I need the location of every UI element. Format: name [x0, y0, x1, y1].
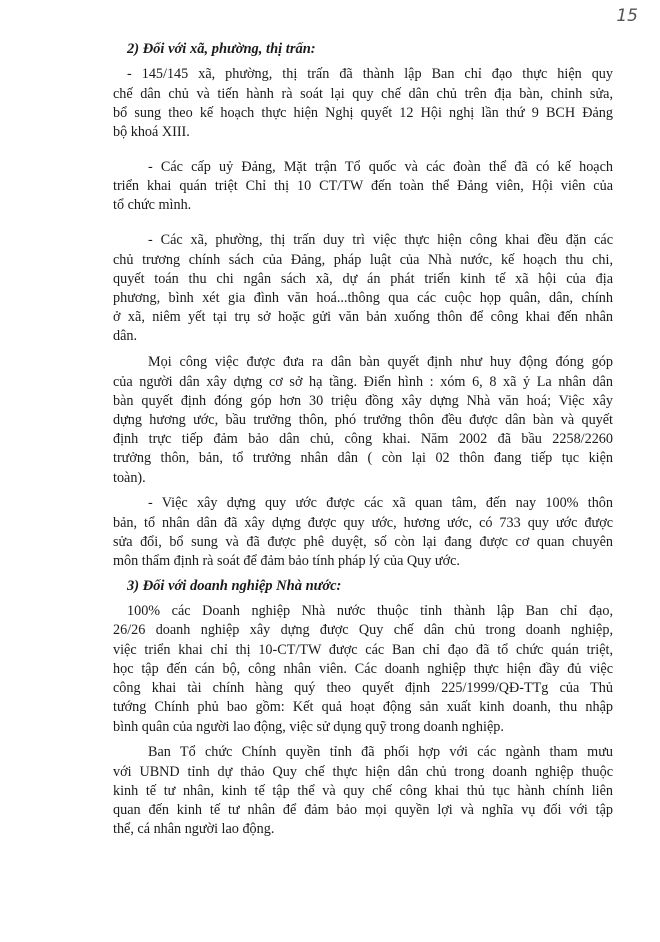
paragraph-line: bản, tổ nhân dân đã xây dựng được quy ước, hương ước, có 733 quy ước được: [113, 515, 613, 531]
paragraph-line: công khai tài chính hàng quý theo quyết định 225/1999/QĐ-TTg của Thủ: [113, 680, 613, 696]
paragraph-line: bổ sung theo kế hoạch thực hiện Nghị quyết 12 Hội nghị lần thứ 9 BCH Đảng: [113, 105, 613, 121]
paragraph-line: triển khai quán triệt Chỉ thị 10 CT/TW đến toàn thể Đảng viên, Hội viên của: [113, 178, 613, 194]
paragraph-line: Mọi công việc được đưa ra dân bàn quyết định như huy động đóng góp: [148, 354, 613, 370]
paragraph-line: thể, cá nhân người lao động.: [113, 821, 275, 837]
paragraph-line: phương, bình xét gia đình văn hoá...thông qua các cuộc họp quân, dân, chính: [113, 290, 613, 306]
paragraph-line: - Các cấp uỷ Đảng, Mặt trận Tổ quốc và các đoàn thể đã có kế hoạch: [148, 159, 613, 175]
paragraph-line: định trực tiếp đảm bảo dân chủ, công khai. Năm 2002 đã bầu 2258/2260: [113, 431, 613, 447]
section-heading: 2) Đối với xã, phường, thị trấn:: [127, 41, 316, 57]
paragraph-line: 100% các Doanh nghiệp Nhà nước thuộc tỉnh thành lập Ban chỉ đạo,: [127, 603, 613, 619]
paragraph-line: dựng hương ước, bầu trưởng thôn, phó trưởng thôn đều được dân bàn và quyết: [113, 412, 613, 428]
paragraph-line: dân.: [113, 328, 138, 344]
paragraph-line: bộ khoá XIII.: [113, 124, 190, 140]
paragraph-line: chế dân chủ và tiến hành rà soát lại quy chế dân chủ trên địa bàn, chỉnh sửa,: [113, 86, 613, 102]
section-heading: 3) Đối với doanh nghiệp Nhà nước:: [127, 578, 342, 594]
paragraph-line: 26/26 doanh nghiệp xây dựng được Quy chế dân chủ trong doanh nghiệp,: [113, 622, 613, 638]
paragraph-line: kinh tế tư nhân, kinh tế tập thể và quy chế công khai thủ tục hành chính liên: [113, 783, 613, 799]
paragraph-line: Ban Tổ chức Chính quyền tỉnh đã phối hợp với các ngành tham mưu: [148, 744, 613, 760]
paragraph-line: chủ trương chính sách của Đảng, pháp luật của Nhà nước, kế hoạch thu chi,: [113, 252, 613, 268]
paragraph-line: tổ chức mình.: [113, 197, 192, 213]
paragraph-line: học tập đến cán bộ, công nhân viên. Các doanh nghiệp thực hiện đầy đủ việc: [113, 661, 613, 677]
paragraph-line: toàn).: [113, 470, 146, 486]
paragraph-line: tướng Chính phủ bao gồm: Kết quả hoạt động sản xuất kinh doanh, thu nhập: [113, 699, 613, 715]
paragraph-line: - 145/145 xã, phường, thị trấn đã thành lập Ban chỉ đạo thực hiện quy: [127, 66, 613, 82]
page-number: 15: [616, 6, 638, 26]
paragraph-line: - Các xã, phường, thị trấn duy trì việc thực hiện công khai đều đặn các: [148, 232, 613, 248]
paragraph-line: quyết toán thu chi ngân sách xã, dự án phát triển kinh tế xã hội của địa: [113, 271, 613, 287]
paragraph-line: với UBND tỉnh dự thảo Quy chế thực hiện dân chủ trong doanh nghiệp thuộc: [113, 764, 613, 780]
paragraph-line: trưởng thôn, bản, tổ trưởng nhân dân ( còn lại 02 thôn đang tiếp tục kiện: [113, 450, 613, 466]
paragraph-line: của người dân xây dựng cơ sở hạ tầng. Điển hình : xóm 6, 8 xã ỷ La nhân dân: [113, 374, 613, 390]
paragraph-line: môn thẩm định rà soát để đảm bảo tính pháp lý của Quy ước.: [113, 553, 460, 569]
paragraph-line: việc triển khai chỉ thị 10-CT/TW được các Ban chỉ đạo đã tổ chức quán triệt,: [113, 642, 613, 658]
paragraph-line: bình quân của người lao động, việc sử dụng quỹ trong doanh nghiệp.: [113, 719, 504, 735]
paragraph-line: quan đến kinh tế tư nhân để đảm bảo mọi quyền lợi và nghĩa vụ đối với tập: [113, 802, 613, 818]
paragraph-line: - Việc xây dựng quy ước được các xã quan tâm, đến nay 100% thôn: [148, 495, 613, 511]
paragraph-line: bàn quyết định đóng góp hơn 30 triệu đồng xây dựng Nhà văn hoá; Việc xây: [113, 393, 613, 409]
paragraph-line: sửa đổi, bổ sung và đã được phê duyệt, số còn lại đang được cơ quan chuyên: [113, 534, 613, 550]
paragraph-line: ở xã, niêm yết tại trụ sở hoặc gửi văn bản xuống thôn để công khai đến nhân: [113, 309, 613, 325]
